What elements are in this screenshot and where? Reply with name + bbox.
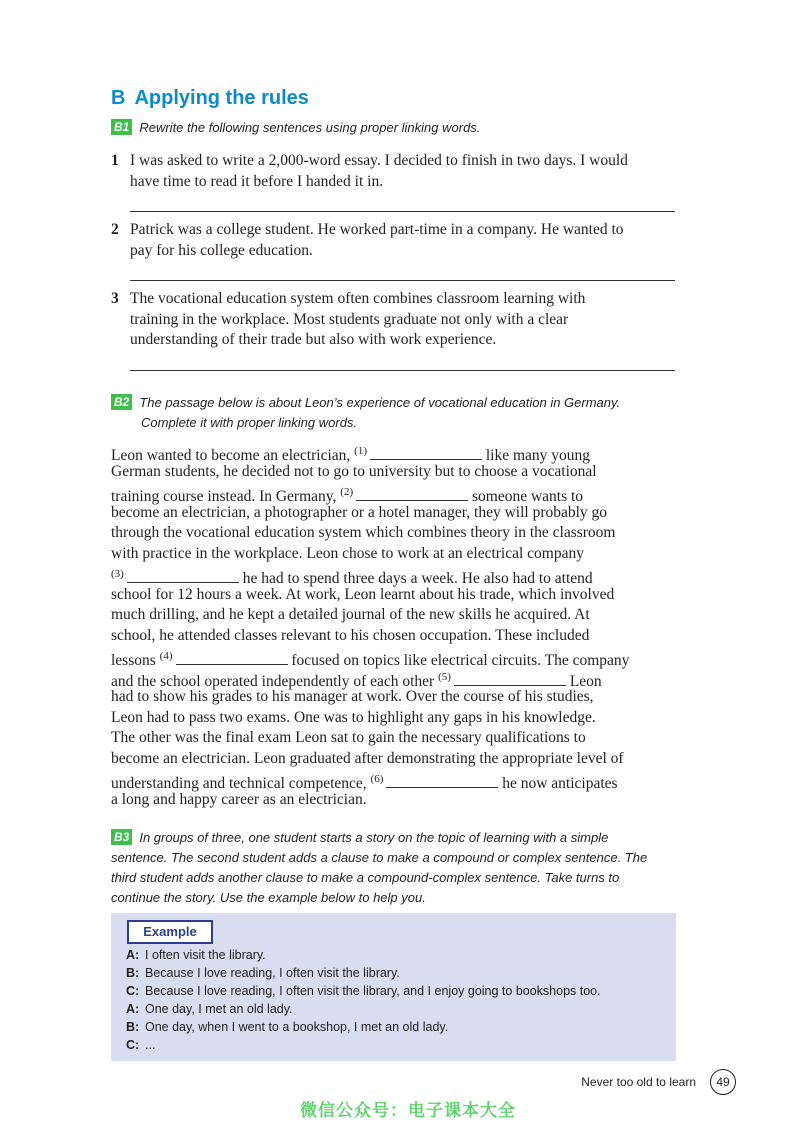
blank-5[interactable] — [454, 671, 566, 686]
dialogue-line: C: ... — [126, 1038, 156, 1052]
question-number: 2 — [111, 221, 119, 238]
blank-6[interactable] — [386, 773, 498, 788]
example-dialogue — [126, 946, 601, 1054]
blank-marker: (6) — [370, 773, 384, 785]
b3-tag: B3 — [111, 829, 132, 845]
dialogue-line: B: One day, when I went to a bookshop, I met an old lady. — [126, 1020, 449, 1034]
watermark: 微信公众号：电子课本大全 — [300, 1101, 516, 1121]
section-heading — [111, 87, 309, 110]
blank-marker: (5) — [438, 670, 451, 683]
question-number: 1 — [111, 152, 119, 169]
answer-line-3[interactable] — [130, 370, 675, 371]
b1-tag: B1 — [111, 119, 132, 135]
question-3: 3 The vocational education system often combines classroom learning with training in the workplace. Most students graduate not only with a clear understanding of their trade but also with work experience. — [111, 290, 586, 348]
example-box — [111, 913, 676, 1061]
blank-2[interactable] — [356, 486, 468, 501]
b2-instruction: B2 The passage below is about Leon’s experience of vocational education in Germany. Complete it with proper linking words. — [111, 393, 620, 433]
question-1: 1 I was asked to write a 2,000-word essay. I decided to finish in two days. I would have time to read it before I handed it in. — [111, 152, 628, 190]
blank-1[interactable] — [370, 445, 482, 460]
unit-title: Never too old to learn — [581, 1075, 696, 1089]
blank-marker: (3) — [111, 568, 124, 580]
blank-4[interactable] — [176, 650, 288, 665]
blank-3[interactable] — [127, 568, 239, 583]
blank-marker: (2) — [340, 486, 354, 498]
section-title: Applying the rules — [134, 87, 309, 109]
b2-passage: Leon wanted to become an electrician, $^{(1)}$ like many young German students, he decided not to go to university but to choose a vocational training course instead. In Germany, $^{(2)}$ someone wants to become an electrician, a photographer or a hotel manager, they will probably go through the vocational education system which combines theory in the classroom with practice in the workplace. Leon chose to work at an electrical company $^{(3)}$ he had to spend three days a week. He also had to attend school for 12 hours a week. At work, Leon learnt about his trade, which involved much drilling, and he kept a detailed journal of the new skills he acquired. At school, he attended classes relevant to his chosen occupation. These included lessons $^{(4)}$ focused on topics like electrical circuits. The company and the school operated independently of each other $^{(5)}$ Leon had to show his grades to his manager at work. Over the course of his studies, Leon had to pass two exams. One was to highlight any gaps in his knowledge. The other was the final exam Leon sat to gain the necessary qualifications to become an electrician. Leon graduated after demonstrating the appropriate level of understanding and technical competence, $^{(6)}$ he now anticipates a long and happy career as an electrician. — [111, 445, 630, 808]
dialogue-line: B: Because I love reading, I often visit the library. — [126, 966, 400, 980]
blank-marker: (1) — [354, 445, 367, 457]
b3-instruction: B3 In groups of three, one student starts a story on the topic of learning with a simple sentence. The second student adds a clause to make a compound or complex sentence. The third student adds another clause to make a compound-complex sentence. Take turns to continue the story. Use the example below to help you. — [111, 830, 648, 905]
blank-marker: (4) — [159, 650, 173, 662]
page-number: 49 — [710, 1069, 736, 1095]
b1-instruction: B1 Rewrite the following sentences using proper linking words. — [111, 118, 480, 138]
dialogue-line: A: I often visit the library. — [126, 948, 266, 962]
section-letter: B — [111, 87, 126, 109]
dialogue-line: A: One day, I met an old lady. — [126, 1002, 293, 1016]
question-number: 3 — [111, 290, 119, 307]
dialogue-line: C: Because I love reading, I often visit the library, and I enjoy going to bookshops too. — [126, 984, 601, 998]
answer-line-2[interactable] — [130, 280, 675, 281]
example-label: Example — [127, 920, 213, 944]
answer-line-1[interactable] — [130, 211, 675, 212]
question-2: 2 Patrick was a college student. He worked part-time in a company. He wanted to pay for his college education. — [111, 221, 624, 259]
b2-tag: B2 — [111, 394, 132, 410]
